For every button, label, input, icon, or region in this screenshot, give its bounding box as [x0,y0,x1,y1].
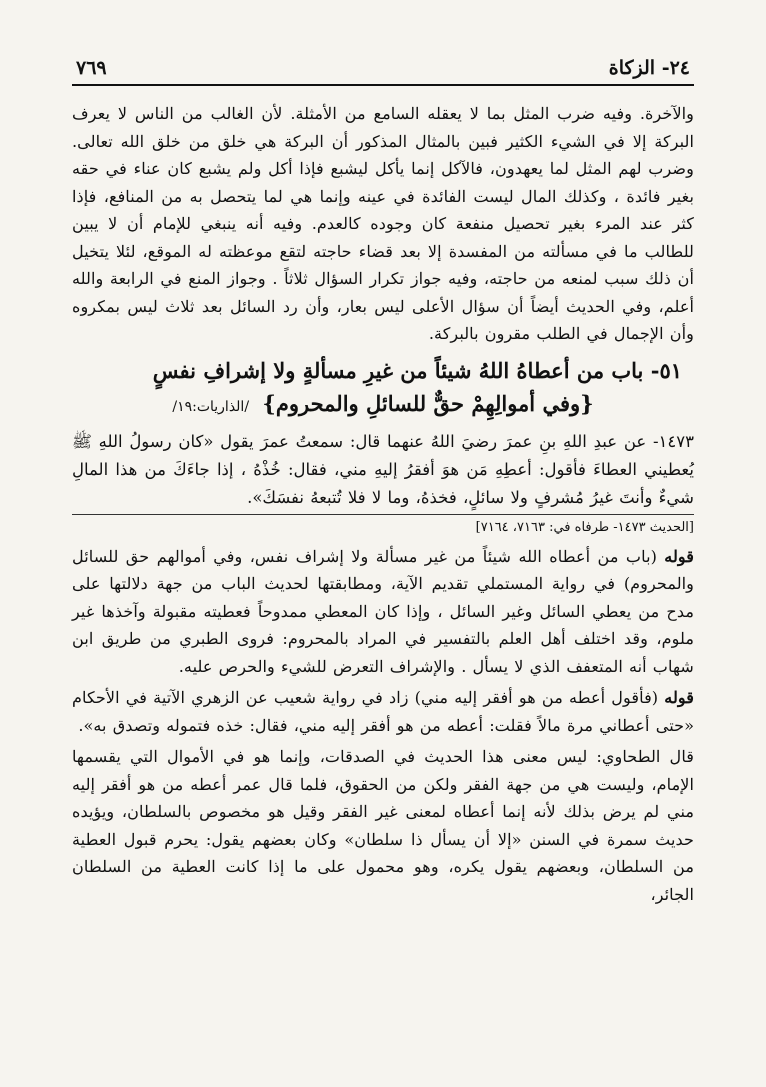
hadith-reference: [الحديث ١٤٧٣- طرفاه في: ٧١٦٣، ٧١٦٤] [72,514,694,539]
commentary-text: (فأقول أعطه من هو أفقر إليه مني) زاد في رواية شعيب عن الزهري الآتية في الأحكام «حتى أعطاني مرة مالاً فقلت: أعطه من هو أفقر إليه مني، فقال: خذه فتموله وتصدق به». [72,688,694,735]
chapter-header-title: ٢٤- الزكاة [608,57,690,79]
header-divider [72,84,694,86]
chapter-verse-text: {وفي أموالِهِمْ حقٌّ للسائلِ والمحروم} [262,390,594,416]
intro-paragraph: والآخرة. وفيه ضرب المثل بما لا يعقله السامع من الأمثلة. لأن الغالب من الناس لا يعرف البركة إلا في الشيء الكثير فبين بالمثال المذكور أن البركة هي خلق من خلق الله تعالى. وضرب لهم المثل لما يعهدون، فالآكل إنما يأكل ليشبع فإذا أكل ولم يشبع كان عناء في حقه بغير فائدة ، وكذلك المال ليست الفائدة في عينه وإنما هي لما يتحصل به من المنافع، فإذا كثر عند المرء بغير تحصيل منفعة كان وجوده كالعدم. وفيه أنه ينبغي للإمام أن لا يبين للطالب ما في مسألته من المفسدة إلا بعد قضاء حاجته لتقع موعظته له الموقع، لئلا يتخيل أن ذلك سبب لمنعه من حاجته، وفيه جواز تكرار السؤال ثلاثاً . وجواز المنع في الرابعة والله أعلم، وفي الحديث أيضاً أن سؤال الأعلى ليس بعار، وأن رد السائل بعد ثلاث ليس بمكروه وأن الإجمال في الطلب مقرون بالبركة. [72,104,694,343]
commentary-keyword: قوله [664,688,694,707]
chapter-verse [72,387,694,424]
commentary-text: (باب من أعطاه الله شيئاً من غير مسألة ولا إشراف نفس، وفي أموالهم حق للسائل والمحروم) في رواية المستملي تقديم الآية، ومطابقتها لحديث الباب من جهة دلالتها على مدح من يعطي السائل وغير السائل ، وإذا كان المعطي ممدوحاً فعطيته مقبولة وآخذها غير ملوم، وقد اختلف أهل العلم بالتفسير في المراد بالمحروم: فروى الطبري من طريق ابن شهاب أنه المتعفف الذي لا يسأل . والإشراف التعرض للشيء والحرص عليه. [72,546,694,676]
verse-citation: /الذاريات:١٩/ [172,398,250,415]
commentary-keyword: قوله [664,546,694,566]
page-number: ٧٦٩ [76,57,107,79]
commentary-paragraph-1 [72,543,694,681]
page-header [72,56,694,84]
chapter-title: ٥١- باب من أعطاهُ اللهُ شيئاً من غيرِ مسألةٍ ولا إشرافِ نفسٍ [152,357,682,383]
hadith-text: ١٤٧٣- عن عبدِ اللهِ بنِ عمرَ رضيَ اللهُ عنهما قال: سمعتُ عمرَ يقول «كان رسولُ اللهِ ﷺ يُعطيني العطاءَ فأقول: أعطِهِ مَن هوَ أفقرُ إليهِ مني، فقال: خُذْهُ ، إذا جاءَكَ من هذا المالِ شيءٌ وأنتَ غيرُ مُشرفٍ ولا سائلٍ، فخذهُ، وما لا فلا تُتبعهُ نفسَكَ». [72,431,694,507]
commentary-paragraph-2 [72,684,694,739]
commentary-paragraph-3: قال الطحاوي: ليس معنى هذا الحديث في الصدقات، وإنما هو في الأموال التي يقسمها الإمام، وليست هي من جهة الفقر ولكن من الحقوق، فلما قال عمر أعطه من هو أفقر إليه مني لم يرض بذلك لأنه إنما أعطاه لمعنى غير الفقر وقيل هو مخصوص بالسلطان، ويؤيده حديث سمرة في السنن «إلا أن يسأل ذا سلطان» وكان بعضهم يقول: يحرم قبول العطية من السلطان، وبعضهم يقول يكره، وهو محمول على ما إذا كانت العطية من السلطان الجائر، [72,747,694,904]
